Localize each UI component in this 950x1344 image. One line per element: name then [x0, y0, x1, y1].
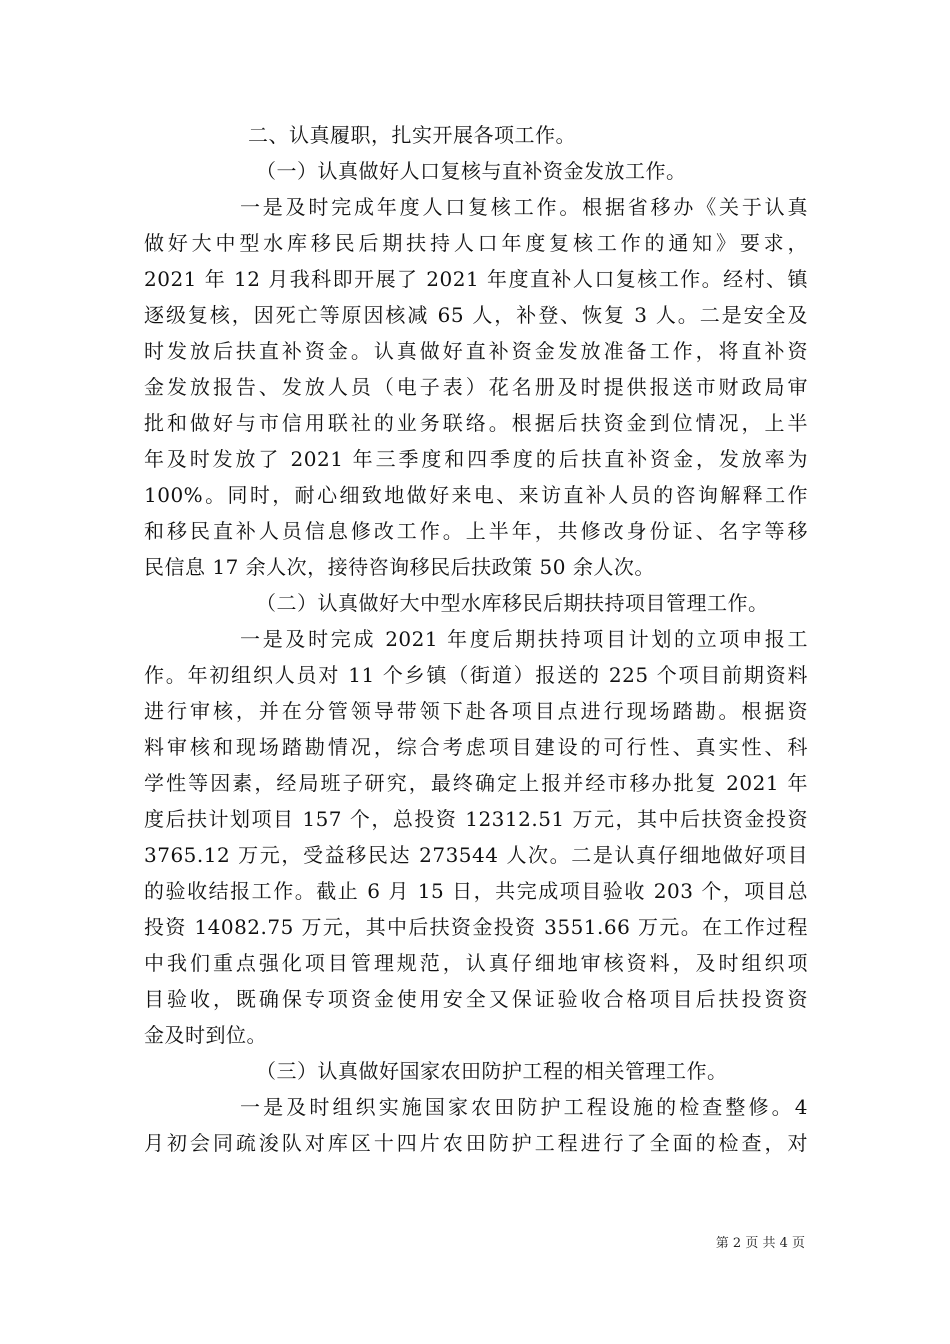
paragraph-line: 金及时到位。	[144, 1023, 267, 1047]
paragraph-line: 3765.12 万元，受益移民达 273544 人次。二是认真仔细地做好项目	[144, 843, 808, 867]
paragraph-line: 时发放后扶直补资金。认真做好直补资金发放准备工作，将直补资	[144, 339, 808, 363]
paragraph-line: 民信息 17 余人次，接待咨询移民后扶政策 50 余人次。	[144, 555, 655, 579]
paragraph-line: 进行审核，并在分管领导带领下赴各项目点进行现场踏勘。根据资	[144, 699, 808, 723]
paragraph-line: 月初会同疏浚队对库区十四片农田防护工程进行了全面的检查，对	[144, 1131, 808, 1155]
paragraph-line: 一是及时组织实施国家农田防护工程设施的检查整修。4	[240, 1095, 808, 1119]
paragraph-line: 目验收，既确保专项资金使用安全又保证验收合格项目后扶投资资	[144, 987, 808, 1011]
paragraph-line: 一是及时完成 2021 年度后期扶持项目计划的立项申报工	[240, 627, 808, 651]
paragraph-line: 作。年初组织人员对 11 个乡镇（街道）报送的 225 个项目前期资料	[144, 663, 808, 687]
section-heading: 二、认真履职，扎实开展各项工作。	[248, 123, 576, 147]
subsection-heading-2: （二）认真做好大中型水库移民后期扶持项目管理工作。	[256, 591, 769, 615]
paragraph-line: 2021 年 12 月我科即开展了 2021 年度直补人口复核工作。经村、镇	[144, 267, 808, 291]
paragraph-line: 逐级复核，因死亡等原因核减 65 人，补登、恢复 3 人。二是安全及	[144, 303, 808, 327]
subsection-heading-3: （三）认真做好国家农田防护工程的相关管理工作。	[256, 1059, 728, 1083]
paragraph-line: 和移民直补人员信息修改工作。上半年，共修改身份证、名字等移	[144, 519, 808, 543]
paragraph-line: 学性等因素，经局班子研究，最终确定上报并经市移办批复 2021 年	[144, 771, 808, 795]
paragraph-line: 投资 14082.75 万元，其中后扶资金投资 3551.66 万元。在工作过程	[144, 915, 808, 939]
subsection-heading-1: （一）认真做好人口复核与直补资金发放工作。	[256, 159, 687, 183]
page-number-footer: 第 2 页 共 4 页	[715, 1236, 805, 1251]
document-body	[144, 117, 808, 1161]
paragraph-line: 一是及时完成年度人口复核工作。根据省移办《关于认真	[240, 195, 808, 219]
paragraph-line: 中我们重点强化项目管理规范，认真仔细地审核资料，及时组织项	[144, 951, 808, 975]
paragraph-line: 批和做好与市信用联社的业务联络。根据后扶资金到位情况，上半	[144, 411, 808, 435]
paragraph-line: 度后扶计划项目 157 个，总投资 12312.51 万元，其中后扶资金投资	[144, 807, 808, 831]
paragraph-line: 金发放报告、发放人员（电子表）花名册及时提供报送市财政局审	[144, 375, 808, 399]
paragraph-line: 100%。同时，耐心细致地做好来电、来访直补人员的咨询解释工作	[144, 483, 808, 507]
paragraph-line: 料审核和现场踏勘情况，综合考虑项目建设的可行性、真实性、科	[144, 735, 808, 759]
paragraph-line: 年及时发放了 2021 年三季度和四季度的后扶直补资金，发放率为	[144, 447, 808, 471]
paragraph-line: 做好大中型水库移民后期扶持人口年度复核工作的通知》要求，	[144, 231, 808, 255]
paragraph-line: 的验收结报工作。截止 6 月 15 日，共完成项目验收 203 个，项目总	[144, 879, 808, 903]
